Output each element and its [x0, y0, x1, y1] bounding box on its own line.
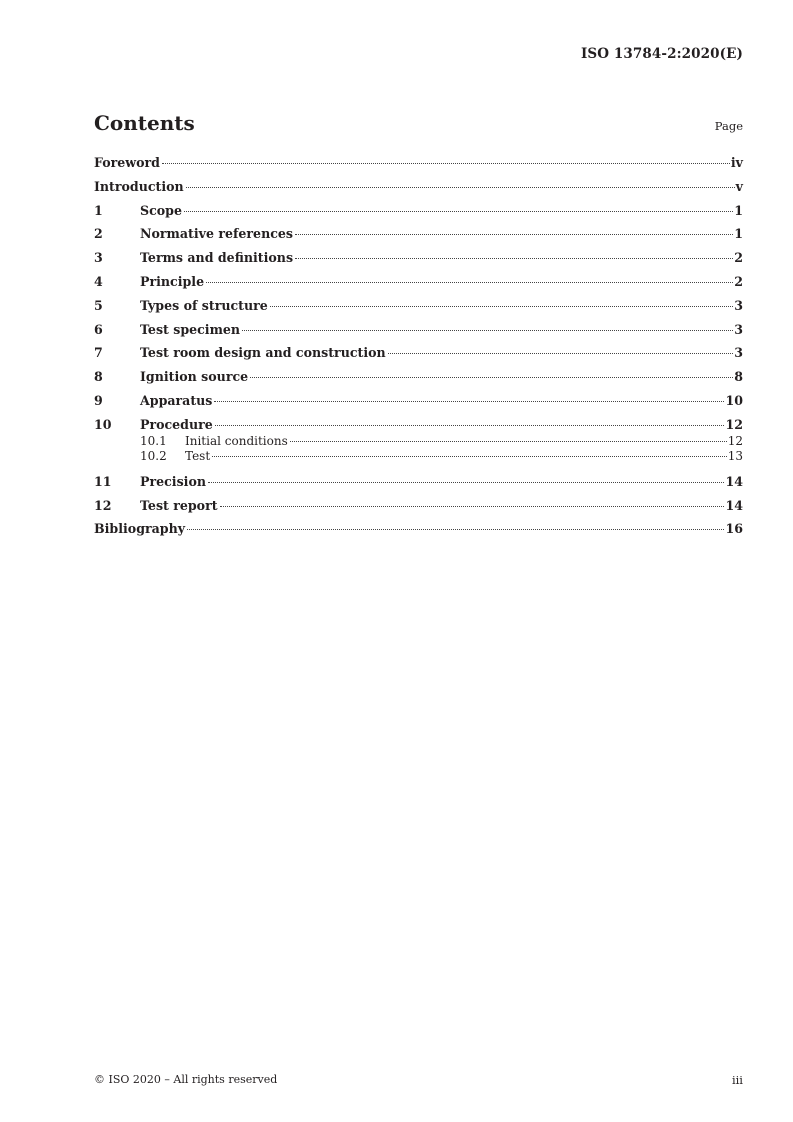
toc-entry-test-report[interactable]: [94, 498, 743, 522]
toc-entry-number: 10: [94, 416, 112, 432]
toc-subentry-page: 12: [727, 433, 743, 448]
toc-entry-title: Introduction: [94, 178, 184, 194]
toc-entry-title: Terms and definitions: [140, 250, 294, 266]
toc-entry-title: Apparatus: [140, 392, 213, 408]
toc-entry-page: 3: [734, 345, 743, 361]
dot-leader: [295, 234, 733, 235]
contents-title: Contents: [94, 111, 195, 135]
toc-entry-page: 3: [734, 321, 743, 337]
toc-entry-normative-references[interactable]: [94, 226, 743, 250]
toc-entry-page: iv: [730, 155, 743, 170]
toc-entry-page: 3: [734, 297, 743, 313]
toc-entry-title: Normative references: [140, 226, 294, 242]
dot-leader: [184, 211, 733, 212]
toc-entry-scope[interactable]: [94, 203, 743, 227]
toc-entry-bibliography[interactable]: [94, 521, 743, 545]
toc-entry-title: Foreword: [94, 155, 160, 170]
toc-subentry-initial-conditions[interactable]: [94, 434, 743, 450]
toc-entry-title: Types of structure: [140, 297, 268, 313]
toc-entry-introduction[interactable]: [94, 179, 743, 203]
dot-leader: [290, 441, 727, 442]
toc-entry-title: Ignition source: [140, 369, 249, 385]
dot-leader: [214, 401, 724, 402]
toc-entry-title: Test report: [140, 497, 218, 513]
toc-entry-page: 1: [734, 226, 743, 242]
toc-entry-foreword[interactable]: [94, 155, 743, 179]
toc-entry-page: v: [735, 178, 743, 194]
toc-entry-page: 14: [725, 473, 743, 489]
dot-leader: [208, 482, 724, 483]
dot-leader: [206, 282, 733, 283]
toc-entry-number: 3: [94, 250, 103, 266]
dot-leader: [212, 456, 727, 457]
toc-entry-number: 5: [94, 297, 103, 313]
toc-entry-page: 8: [734, 369, 743, 385]
table-of-contents: [94, 155, 743, 545]
toc-entry-number: 7: [94, 345, 103, 361]
toc-entry-number: 4: [94, 273, 103, 289]
toc-entry-number: 6: [94, 321, 103, 337]
toc-subentry-test[interactable]: [94, 449, 743, 465]
toc-subentry-number: 10.1: [140, 433, 167, 448]
toc-entry-number: 12: [94, 497, 112, 513]
toc-subentry-title: Initial conditions: [185, 433, 288, 448]
dot-leader: [270, 306, 733, 307]
toc-entry-number: 1: [94, 202, 103, 218]
document-id: ISO 13784-2:2020(E): [580, 46, 743, 62]
dot-leader: [242, 330, 733, 331]
toc-entry-test-room-design[interactable]: [94, 345, 743, 369]
dot-leader: [295, 258, 733, 259]
toc-entry-title: Scope: [140, 202, 182, 218]
spacer: [94, 465, 743, 474]
toc-entry-terms-and-definitions[interactable]: [94, 250, 743, 274]
page-column-label: Page: [714, 119, 743, 133]
toc-entry-title: Test room design and construction: [140, 345, 386, 361]
toc-entry-principle[interactable]: [94, 274, 743, 298]
toc-entry-precision[interactable]: [94, 474, 743, 498]
toc-entry-title: Bibliography: [94, 521, 186, 537]
toc-entry-number: 2: [94, 226, 103, 242]
footer-copyright: © ISO 2020 – All rights reserved: [94, 1073, 278, 1086]
toc-entry-test-specimen[interactable]: [94, 322, 743, 346]
toc-entry-number: 9: [94, 392, 103, 408]
toc-subentry-page: 13: [727, 449, 743, 464]
toc-entry-page: 2: [734, 250, 743, 266]
toc-subentry-title: Test: [185, 449, 211, 464]
toc-entry-number: 8: [94, 369, 103, 385]
dot-leader: [215, 425, 725, 426]
toc-entry-page: 2: [734, 273, 743, 289]
toc-entry-title: Principle: [140, 273, 205, 289]
toc-entry-page: 14: [725, 497, 743, 513]
dot-leader: [187, 529, 724, 530]
toc-entry-title: Precision: [140, 473, 207, 489]
dot-leader: [220, 506, 725, 507]
dot-leader: [186, 187, 735, 188]
toc-entry-procedure[interactable]: [94, 417, 743, 434]
toc-entry-page: 12: [725, 416, 743, 432]
toc-entry-ignition-source[interactable]: [94, 369, 743, 393]
dot-leader: [388, 353, 734, 354]
dot-leader: [250, 377, 733, 378]
footer-page-number: iii: [731, 1073, 743, 1087]
toc-entry-page: 1: [734, 202, 743, 218]
toc-entry-title: Procedure: [140, 416, 213, 432]
toc-entry-number: 11: [94, 473, 112, 489]
dot-leader: [162, 163, 730, 164]
toc-entry-title: Test specimen: [140, 321, 241, 337]
toc-entry-types-of-structure[interactable]: [94, 298, 743, 322]
toc-entry-apparatus[interactable]: [94, 393, 743, 417]
toc-entry-page: 10: [725, 392, 743, 408]
toc-subentry-number: 10.2: [140, 449, 167, 464]
toc-entry-page: 16: [725, 521, 743, 537]
